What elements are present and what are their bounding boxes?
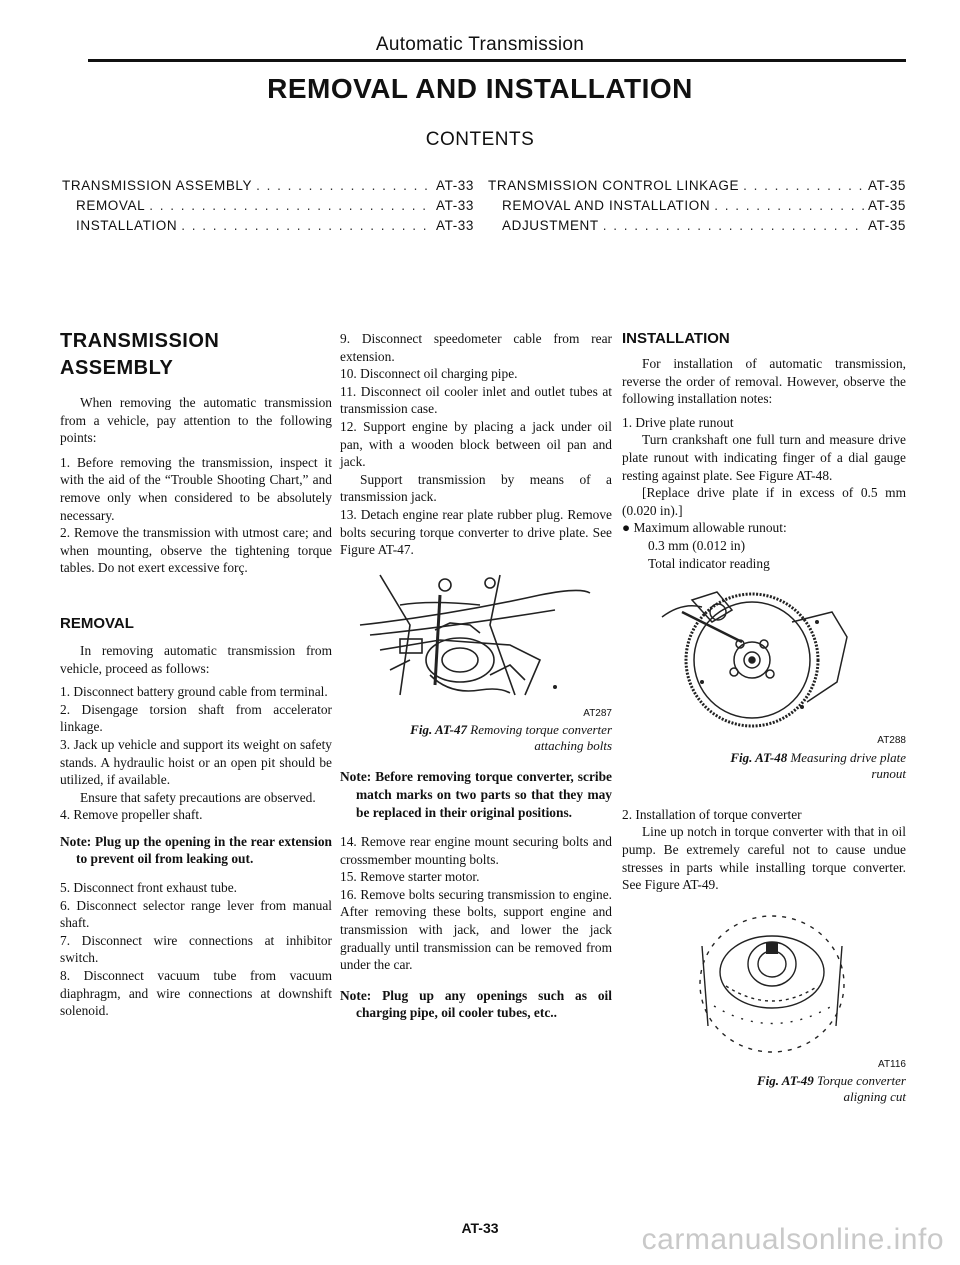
toc-left: [62, 178, 474, 238]
toc-entry-label: INSTALLATION: [76, 218, 178, 233]
torque-converter-bolts-illustration: [340, 565, 612, 705]
list-item: 5. Disconnect front exhaust tube.: [60, 880, 238, 896]
list-item: 2. Disengage torsion shaft from accelerator linkage.: [60, 701, 332, 735]
toc-leader: [714, 198, 864, 213]
caption-text: aligning cut: [843, 1089, 906, 1105]
toc-entry-page: AT-33: [435, 218, 474, 233]
column-3: [622, 330, 906, 1105]
toc-entry-label: TRANSMISSION ASSEMBLY: [62, 178, 253, 193]
section-heading-transmission-assembly: [60, 328, 332, 382]
note: Note: Plug up the opening in the rear extension to prevent oil from leaking out.: [60, 833, 332, 867]
toc-leader: [149, 198, 432, 213]
toc-leader: [256, 178, 432, 193]
figure-caption: [622, 750, 906, 782]
runout-value: 0.3 mm (0.012 in): [648, 537, 746, 553]
paragraph: Support transmission by means of a transmission jack.: [340, 471, 612, 505]
list-item: 1. Before removing the transmission, inspect it with the aid of the “Trouble Shooting Chart,” and remove only when considered to be absolutely necessary.: [60, 454, 332, 523]
section-heading-installation: INSTALLATION: [622, 330, 730, 347]
toc-leader: [743, 178, 864, 193]
list-item: 2. Installation of torque converter: [622, 806, 802, 822]
runout-label: Total indicator reading: [648, 555, 770, 571]
toc-entry[interactable]: [488, 218, 906, 238]
toc-leader: [181, 218, 432, 233]
list-item: 11. Disconnect oil cooler inlet and outlet tubes at transmission case.: [340, 383, 612, 417]
caption-text: runout: [871, 765, 906, 781]
toc-entry-label: REMOVAL AND INSTALLATION: [502, 198, 711, 213]
list-item: 6. Disconnect selector range lever from manual shaft.: [60, 897, 332, 931]
column-2: [340, 330, 612, 1022]
header-rule: [88, 59, 906, 62]
list-item: 13. Detach engine rear plate rubber plug. Remove bolts securing torque converter to drive plate. See Figure AT-47.: [340, 506, 612, 558]
section-heading-removal: REMOVAL: [60, 614, 134, 632]
figure-caption: [340, 722, 612, 754]
contents-title: CONTENTS: [425, 129, 535, 150]
list-item: 7. Disconnect wire connections at inhibitor switch.: [60, 932, 332, 966]
paragraph: Turn crankshaft one full turn and measure drive plate runout with indicating finger of a dial gauge resting against plate. See Figure AT-48.: [622, 432, 906, 483]
column-1: [60, 328, 332, 1020]
drive-plate-runout-illustration: [622, 582, 906, 732]
watermark: carmanualsonline.info: [641, 1223, 944, 1256]
list-item: 12. Support engine by placing a jack under oil pan, with a wooden block between oil pan and jack.: [340, 418, 612, 470]
figure-label: Fig. AT-47: [410, 722, 467, 738]
toc-entry-page: AT-33: [435, 178, 474, 193]
torque-converter-illustration: [622, 906, 906, 1056]
figure-code: AT288: [877, 735, 906, 747]
paragraph: Ensure that safety precautions are observed.: [80, 789, 316, 805]
figure-at48: [622, 582, 906, 782]
list-item: 10. Disconnect oil charging pipe.: [340, 366, 518, 382]
figure-at49: [622, 906, 906, 1106]
toc-entry-page: AT-35: [867, 218, 906, 233]
list-item: 1. Drive plate runout: [622, 414, 734, 430]
paragraph: In removing automatic transmission from vehicle, proceed as follows:: [60, 642, 332, 676]
list-item: 1. Disconnect battery ground cable from terminal.: [60, 684, 328, 700]
toc-entry-label: TRANSMISSION CONTROL LINKAGE: [488, 178, 740, 193]
section-header: Automatic Transmission: [375, 34, 585, 55]
toc-entry[interactable]: [488, 198, 906, 218]
page-number: AT-33: [461, 1220, 499, 1236]
figure-code: AT116: [878, 1058, 906, 1070]
figure-code: AT287: [583, 707, 612, 719]
list-item: 9. Disconnect speedometer cable from rear extension.: [340, 331, 612, 364]
figure-label: Fig. AT-48: [730, 749, 788, 765]
list-item: 8. Disconnect vacuum tube from vacuum diaphragm, and wire connections at downshift solenoid.: [60, 968, 332, 1019]
bullet-icon: ●: [622, 520, 634, 536]
list-item: 3. Jack up vehicle and support its weight on safety stands. A hydraulic hoist or an open pit should be utilized, if available.: [60, 736, 332, 788]
toc-entry-page: AT-35: [867, 198, 906, 213]
list-item: 16. Remove bolts securing transmission to engine. After removing these bolts, support engine and transmission with jack, and lower the jack gradually until transmission can be removed from under the car.: [340, 886, 612, 973]
heading-line: ASSEMBLY: [60, 357, 174, 379]
list-item: 15. Remove starter motor.: [340, 869, 480, 885]
figure-label: Fig. AT-49: [756, 1073, 814, 1089]
list-item: 14. Remove rear engine mount securing bolts and crossmember mounting bolts.: [340, 834, 612, 867]
paragraph: For installation of automatic transmission, reverse the order of removal. However, observe the following installation notes:: [622, 356, 906, 407]
toc-entry[interactable]: [62, 218, 474, 238]
figure-caption: [622, 1073, 906, 1105]
toc-entry[interactable]: [62, 198, 474, 218]
page-title: REMOVAL AND INSTALLATION: [267, 73, 693, 104]
paragraph: Line up notch in torque converter with that in oil pump. Be extremely careful not to cause undue stresses in parts while installing torque converter. See Figure AT-49.: [622, 824, 906, 893]
toc-entry[interactable]: [488, 178, 906, 198]
figure-at47: [340, 565, 612, 755]
toc-entry[interactable]: [62, 178, 474, 198]
toc-leader: [603, 218, 864, 233]
list-item: 2. Remove the transmission with utmost care; and when mounting, observe the tightening torque tables. Do not exert excessive forç.: [60, 525, 332, 576]
paragraph: When removing the automatic transmission from a vehicle, pay attention to the following points:: [60, 395, 332, 446]
toc-right: [488, 178, 906, 238]
toc-entry-page: AT-35: [867, 178, 906, 193]
bullet-item: [622, 519, 906, 537]
bullet-text: Maximum allowable runout:: [633, 520, 787, 536]
paragraph: [Replace drive plate if in excess of 0.5 mm (0.020 in).]: [622, 485, 906, 518]
caption-text: Measuring drive plate: [790, 749, 906, 765]
toc-entry-label: ADJUSTMENT: [502, 218, 599, 233]
note: Note: Before removing torque converter, scribe match marks on two parts so that they may be replaced in their original positions.: [340, 769, 612, 820]
toc-entry-page: AT-33: [435, 198, 474, 213]
heading-line: TRANSMISSION: [60, 330, 220, 352]
list-item: 4. Remove propeller shaft.: [60, 807, 203, 823]
note: Note: Plug up any openings such as oil charging pipe, oil cooler tubes, etc..: [340, 987, 612, 1021]
caption-text: Removing torque converter: [470, 722, 612, 738]
caption-text: attaching bolts: [534, 738, 612, 754]
caption-text: Torque converter: [817, 1073, 906, 1089]
toc-entry-label: REMOVAL: [76, 198, 146, 213]
